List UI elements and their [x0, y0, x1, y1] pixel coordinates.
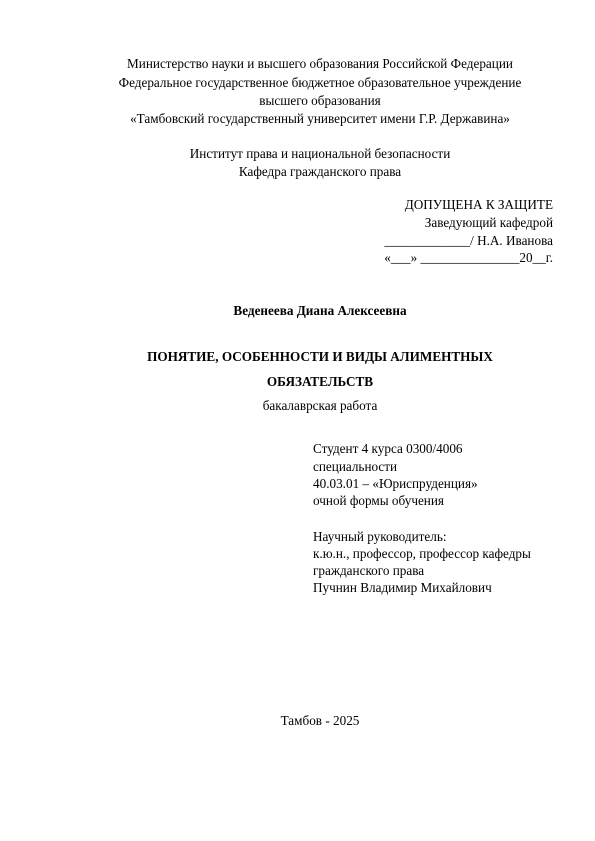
approval-date-line: «___» _______________20__г.: [384, 250, 553, 265]
approval-role: Заведующий кафедрой: [424, 215, 553, 230]
institution-type-line: Федеральное государственное бюджетное образовательное учреждение: [118, 75, 522, 90]
student-line1: Студент 4 курса 0300/4006: [313, 441, 463, 456]
institute-line: Институт права и национальной безопасности: [189, 146, 451, 161]
student-line3: 40.03.01 – «Юриспруденция»: [313, 476, 478, 491]
ministry-line: Министерство науки и высшего образования Российской Федерации: [127, 56, 513, 71]
city-year: Тамбов - 2025: [280, 713, 360, 728]
author-name: Веденеева Диана Алексеевна: [233, 303, 407, 318]
supervisor-department: гражданского права: [313, 563, 425, 578]
student-line2: специальности: [313, 459, 398, 474]
student-line4: очной формы обучения: [313, 493, 444, 508]
work-title-line2: ОБЯЗАТЕЛЬСТВ: [266, 374, 374, 389]
work-title-line1: ПОНЯТИЕ, ОСОБЕННОСТИ И ВИДЫ АЛИМЕНТНЫХ: [147, 349, 493, 364]
university-line: «Тамбовский государственный университет имени Г.Р. Державина»: [130, 111, 510, 126]
approval-signature-line: _____________/ Н.А. Иванова: [384, 233, 553, 248]
work-type: бакалаврская работа: [262, 398, 378, 413]
approval-title: ДОПУЩЕНА К ЗАЩИТЕ: [404, 197, 553, 212]
supervisor-label: Научный руководитель:: [313, 529, 447, 544]
education-level-line: высшего образования: [259, 93, 381, 108]
supervisor-name: Пучнин Владимир Михайлович: [313, 580, 492, 595]
department-line: Кафедра гражданского права: [238, 164, 402, 179]
supervisor-degree: к.ю.н., профессор, профессор кафедры: [313, 546, 531, 561]
